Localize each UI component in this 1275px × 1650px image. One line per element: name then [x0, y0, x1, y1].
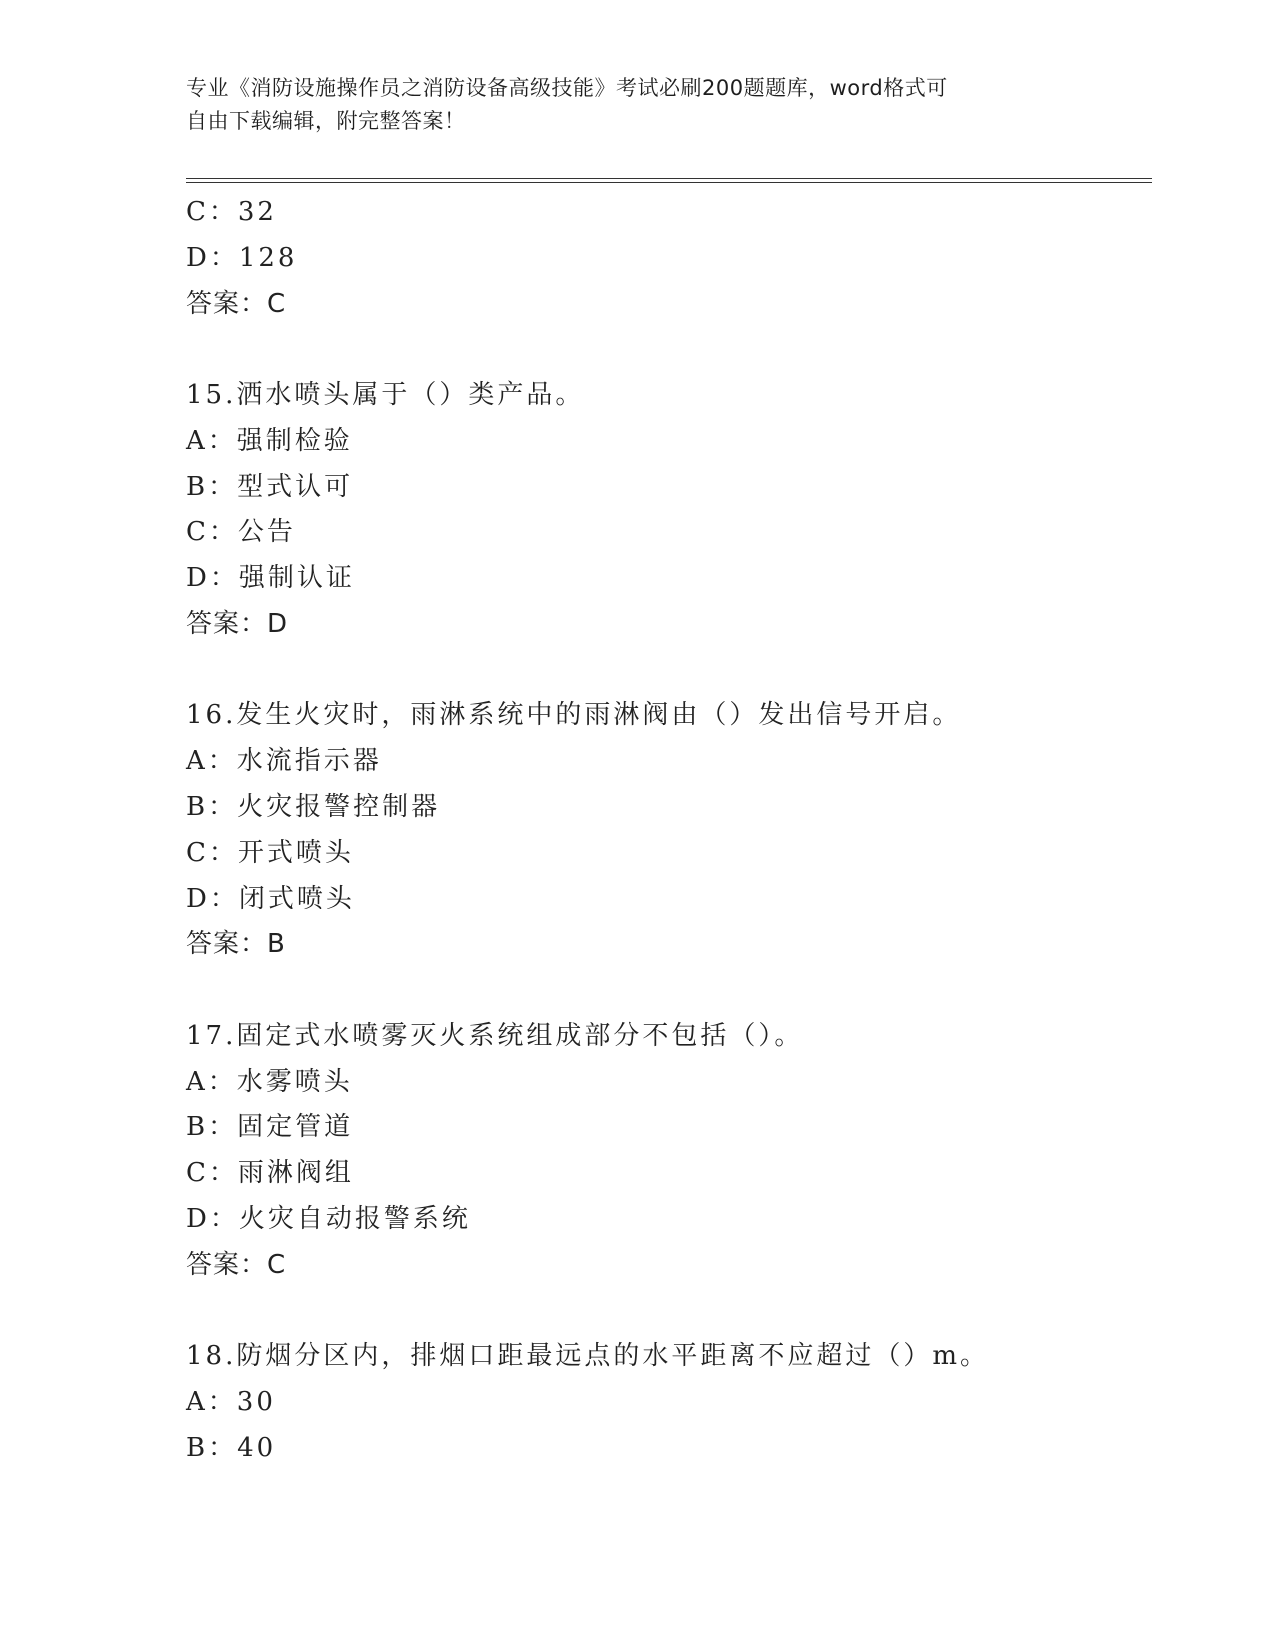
question-14-tail: [186, 193, 1152, 330]
option-d: D：128: [186, 242, 298, 273]
option-a: A：强制检验: [186, 425, 353, 456]
option-b: B：火灾报警控制器: [186, 791, 441, 822]
question-stem: 18.防烟分区内，排烟口距最远点的水平距离不应超过（）m。: [186, 1341, 990, 1372]
option-b: B：型式认可: [186, 471, 354, 502]
option-c: C：雨淋阀组: [186, 1158, 354, 1189]
answer: 答案：D: [186, 608, 289, 639]
header-divider-bottom: [186, 182, 1152, 183]
option-c: C：公告: [186, 517, 296, 548]
question-list: [186, 193, 1152, 1475]
option-c: C：32: [186, 197, 277, 227]
question-16: [186, 696, 1152, 971]
option-b: B：固定管道: [186, 1112, 354, 1143]
header-line-2: 自由下载编辑，附完整答案！: [186, 109, 466, 133]
option-d: D：闭式喷头: [186, 883, 355, 914]
option-a: A：水雾喷头: [186, 1066, 353, 1097]
question-18: [186, 1337, 1152, 1474]
question-stem: 16.发生火灾时，雨淋系统中的雨淋阀由（）发出信号开启。: [186, 700, 962, 731]
question-stem: 15.洒水喷头属于（）类产品。: [186, 379, 585, 410]
option-d: D：强制认证: [186, 563, 355, 594]
option-c: C：开式喷头: [186, 837, 354, 868]
question-stem: 17.固定式水喷雾灭火系统组成部分不包括（）。: [186, 1020, 804, 1051]
option-d: D：火灾自动报警系统: [186, 1203, 471, 1234]
answer: 答案：C: [186, 1249, 287, 1280]
document-header: [186, 72, 1066, 138]
answer: 答案：C: [186, 288, 287, 319]
header-divider-top: [186, 178, 1152, 179]
option-b: B：40: [186, 1432, 277, 1463]
option-a: A：水流指示器: [186, 746, 382, 777]
question-17: [186, 1017, 1152, 1292]
header-line-1: 专业《消防设施操作员之消防设备高级技能》考试必刷200题题库，word格式可: [186, 76, 948, 100]
answer: 答案：B: [186, 929, 286, 960]
question-15: [186, 376, 1152, 651]
option-a: A：30: [186, 1386, 276, 1417]
